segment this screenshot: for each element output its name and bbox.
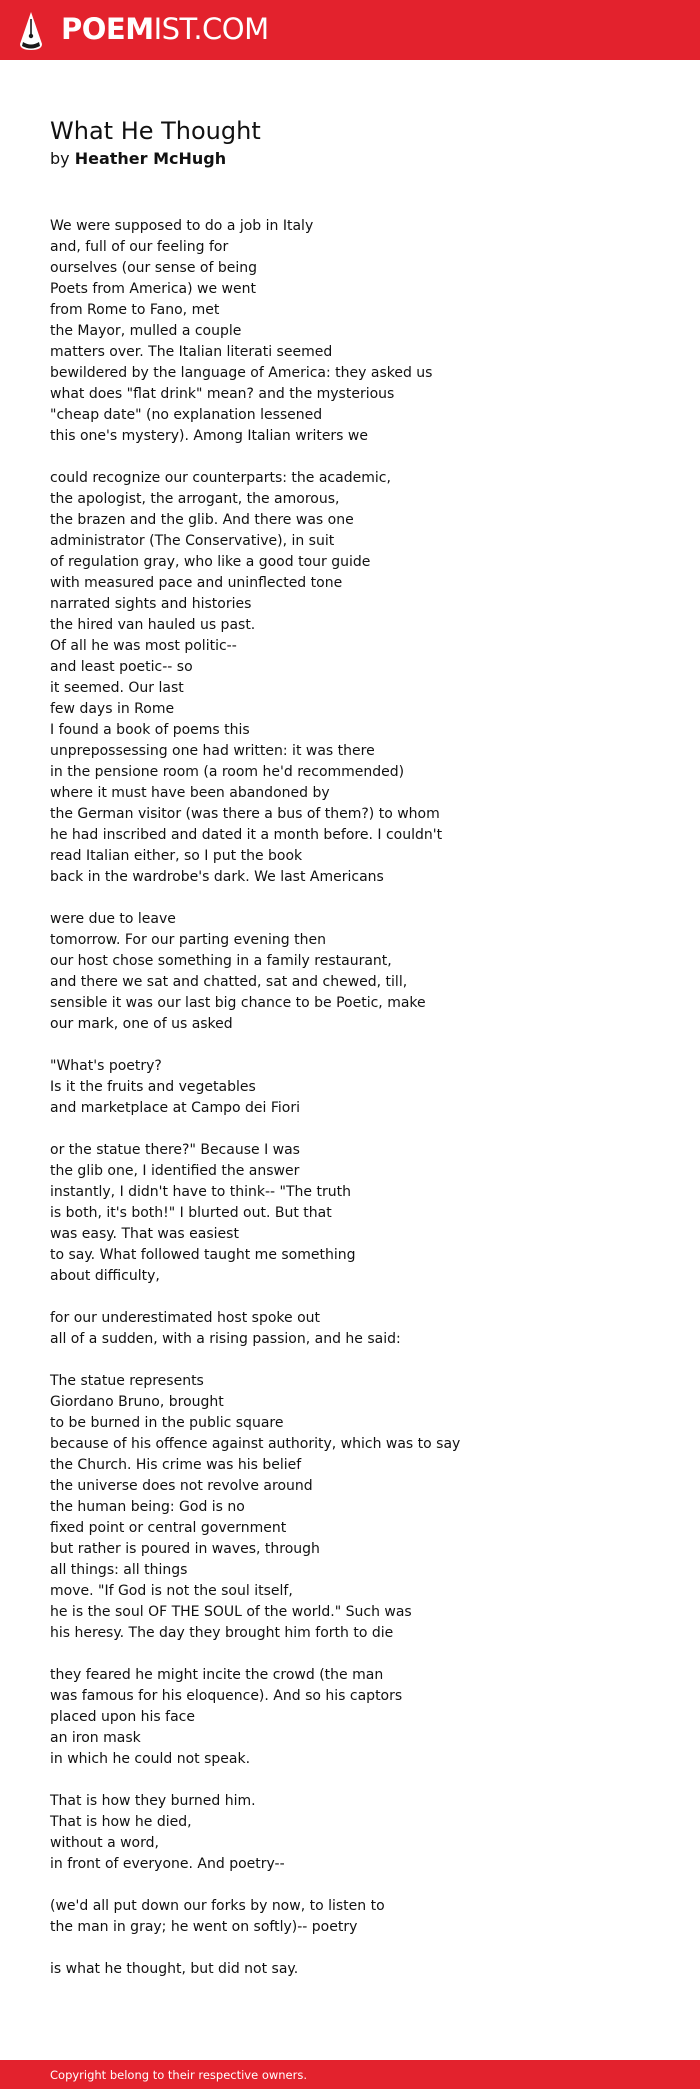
logo-text-bold: POEM — [61, 12, 154, 46]
poem-line: ourselves (our sense of being — [50, 260, 257, 276]
poem-stanza — [50, 1371, 670, 1644]
poem-title: What He Thought — [50, 117, 261, 145]
poem-stanza — [50, 1140, 670, 1287]
poem-line: could recognize our counterparts: the academic, — [50, 470, 391, 486]
poem-line: few days in Rome — [50, 701, 175, 717]
site-header — [0, 0, 700, 60]
poem-line: our mark, one of us asked — [50, 1016, 233, 1032]
by-label: by — [50, 149, 70, 168]
poem-line: all things: all things — [50, 1562, 188, 1578]
poem-line: narrated sights and histories — [50, 596, 252, 612]
poem-line: the universe does not revolve around — [50, 1478, 313, 1494]
poem-stanza — [50, 1308, 670, 1350]
poem-line: about difficulty, — [50, 1268, 160, 1284]
poem-line: what does "flat drink" mean? and the mysterious — [50, 386, 395, 402]
poem-line: The statue represents — [50, 1373, 204, 1389]
poem-line: back in the wardrobe's dark. We last Americans — [50, 869, 384, 885]
poem-line: unprepossessing one had written: it was there — [50, 743, 375, 759]
poem-line: "cheap date" (no explanation lessened — [50, 407, 323, 423]
poem-stanza — [50, 1896, 670, 1938]
poem-line: the hired van hauled us past. — [50, 617, 256, 633]
poem-line: placed upon his face — [50, 1709, 195, 1725]
poem-stanza — [50, 216, 670, 447]
poem-byline — [50, 147, 226, 171]
poem-line: his heresy. The day they brought him forth to die — [50, 1625, 394, 1641]
poem-line: because of his offence against authority, which was to say — [50, 1436, 461, 1452]
poem-stanza — [50, 1665, 670, 1770]
poem-line: Of all he was most politic-- — [50, 638, 237, 654]
poem-stanza — [50, 909, 670, 1035]
poem-line: in which he could not speak. — [50, 1751, 251, 1767]
poem-line: was famous for his eloquence). And so his captors — [50, 1688, 403, 1704]
logo-text-light: IST.COM — [153, 12, 269, 46]
site-logo-link[interactable] — [61, 9, 269, 49]
poem-line: but rather is poured in waves, through — [50, 1541, 320, 1557]
poem-line: with measured pace and uninflected tone — [50, 575, 343, 591]
poem-line: I found a book of poems this — [50, 722, 250, 738]
poem-line: the human being: God is no — [50, 1499, 245, 1515]
poem-line: this one's mystery). Among Italian writers we — [50, 428, 368, 444]
poem-line: the Church. His crime was his belief — [50, 1457, 302, 1473]
poem-line: fixed point or central government — [50, 1520, 287, 1536]
poem-line: where it must have been abandoned by — [50, 785, 330, 801]
author-link[interactable]: Heather McHugh — [74, 149, 227, 168]
poem-stanza — [50, 1056, 670, 1119]
poem-stanza — [50, 468, 670, 888]
poem-line: for our underestimated host spoke out — [50, 1310, 320, 1326]
poem-line: he is the soul OF THE SOUL of the world." Such was — [50, 1604, 412, 1620]
poem-line: Is it the fruits and vegetables — [50, 1079, 256, 1095]
poem-line: the man in gray; he went on softly)-- poetry — [50, 1919, 358, 1935]
pen-nib-logo-icon[interactable] — [18, 11, 44, 55]
poem-line: he had inscribed and dated it a month before. I couldn't — [50, 827, 443, 843]
poem-line: was easy. That was easiest — [50, 1226, 239, 1242]
poem-line: they feared he might incite the crowd (the man — [50, 1667, 384, 1683]
poem-line: We were supposed to do a job in Italy — [50, 218, 314, 234]
poem-line: administrator (The Conservative), in suit — [50, 533, 335, 549]
poem-line: the German visitor (was there a bus of them?) to whom — [50, 806, 440, 822]
poem-body — [50, 216, 670, 2001]
poem-line: in the pensione room (a room he'd recommended) — [50, 764, 405, 780]
poem-line: to be burned in the public square — [50, 1415, 284, 1431]
poem-line: matters over. The Italian literati seemed — [50, 344, 333, 360]
poem-line: is what he thought, but did not say. — [50, 1961, 299, 1977]
poem-line: the apologist, the arrogant, the amorous, — [50, 491, 340, 507]
poem-line: from Rome to Fano, met — [50, 302, 220, 318]
poem-line: Poets from America) we went — [50, 281, 256, 297]
poem-line: That is how they burned him. — [50, 1793, 256, 1809]
poem-line: an iron mask — [50, 1730, 141, 1746]
poem-line: or the statue there?" Because I was — [50, 1142, 300, 1158]
poem-line: it seemed. Our last — [50, 680, 184, 696]
poem-stanza — [50, 1959, 670, 1980]
poem-line: move. "If God is not the soul itself, — [50, 1583, 293, 1599]
poem-line: (we'd all put down our forks by now, to listen to — [50, 1898, 385, 1914]
poem-line: and, full of our feeling for — [50, 239, 229, 255]
poem-line: without a word, — [50, 1835, 159, 1851]
poem-line: and least poetic-- so — [50, 659, 193, 675]
poem-line: the brazen and the glib. And there was one — [50, 512, 354, 528]
poem-stanza — [50, 1791, 670, 1875]
poem-line: instantly, I didn't have to think-- "The truth — [50, 1184, 351, 1200]
poem-line: to say. What followed taught me something — [50, 1247, 356, 1263]
poem-line: is both, it's both!" I blurted out. But that — [50, 1205, 332, 1221]
poem-line: and there we sat and chatted, sat and chewed, till, — [50, 974, 408, 990]
site-footer — [0, 2060, 700, 2089]
poem-line: bewildered by the language of America: they asked us — [50, 365, 433, 381]
poem-line: all of a sudden, with a rising passion, and he said: — [50, 1331, 401, 1347]
poem-line: in front of everyone. And poetry-- — [50, 1856, 285, 1872]
poem-line: tomorrow. For our parting evening then — [50, 932, 326, 948]
poem-line: "What's poetry? — [50, 1058, 162, 1074]
copyright-notice: Copyright belong to their respective owners. — [50, 2068, 308, 2082]
poem-line: That is how he died, — [50, 1814, 192, 1830]
poem-line: and marketplace at Campo dei Fiori — [50, 1100, 300, 1116]
poem-line: the glib one, I identified the answer — [50, 1163, 300, 1179]
poem-line: sensible it was our last big chance to be Poetic, make — [50, 995, 426, 1011]
poem-line: the Mayor, mulled a couple — [50, 323, 242, 339]
poem-line: were due to leave — [50, 911, 176, 927]
poem-line: our host chose something in a family restaurant, — [50, 953, 392, 969]
poem-line: Giordano Bruno, brought — [50, 1394, 224, 1410]
poem-line: read Italian either, so I put the book — [50, 848, 303, 864]
poem-line: of regulation gray, who like a good tour guide — [50, 554, 371, 570]
